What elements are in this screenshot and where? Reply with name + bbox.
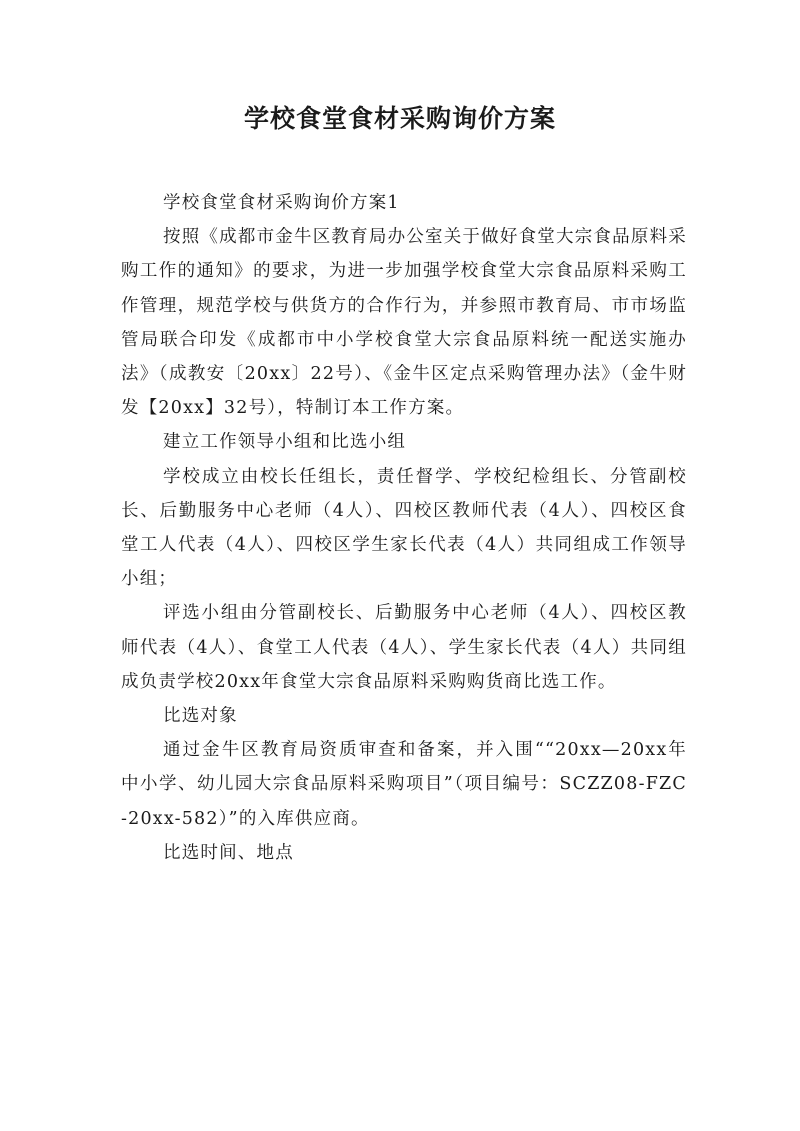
body-paragraph: 通过金牛区教育局资质审查和备案，并入围““20xx—20xx年中小学、幼儿园大宗食品原料采购项目”（项目编号：SCZZ08-FZC-20xx-582）”的入库供应商。 <box>121 740 687 829</box>
document-body <box>121 186 687 870</box>
section-heading: 比选对象 <box>163 706 238 727</box>
body-paragraph: 按照《成都市金牛区教育局办公室关于做好食堂大宗食品原料采购工作的通知》的要求，为进一步加强学校食堂大宗食品原料采购工作管理，规范学校与供货方的合作行为，并参照市教育局、市市场监管局联合印发《成都市中小学校食堂大宗食品原料统一配送实施办法》（成教安〔20xx〕22号）、《金牛区定点采购管理办法》（金牛财发【20xx】32号），特制订本工作方案。 <box>121 227 687 419</box>
section-heading: 比选时间、地点 <box>163 842 294 863</box>
section-heading: 学校食堂食材采购询价方案1 <box>163 193 400 213</box>
body-paragraph: 学校成立由校长任组长，责任督学、学校纪检组长、分管副校长、后勤服务中心老师（4人）、四校区教师代表（4人）、四校区食堂工人代表（4人）、四校区学生家长代表（4人）共同组成工作领导小组； <box>121 466 687 590</box>
document-title: 学校食堂食材采购询价方案 <box>243 104 556 133</box>
body-paragraph: 评选小组由分管副校长、后勤服务中心老师（4人）、四校区教师代表（4人）、食堂工人代表（4人）、学生家长代表（4人）共同组成负责学校20xx年食堂大宗食品原料采购购货商比选工作。 <box>121 603 687 692</box>
section-heading: 建立工作领导小组和比选小组 <box>163 432 407 453</box>
